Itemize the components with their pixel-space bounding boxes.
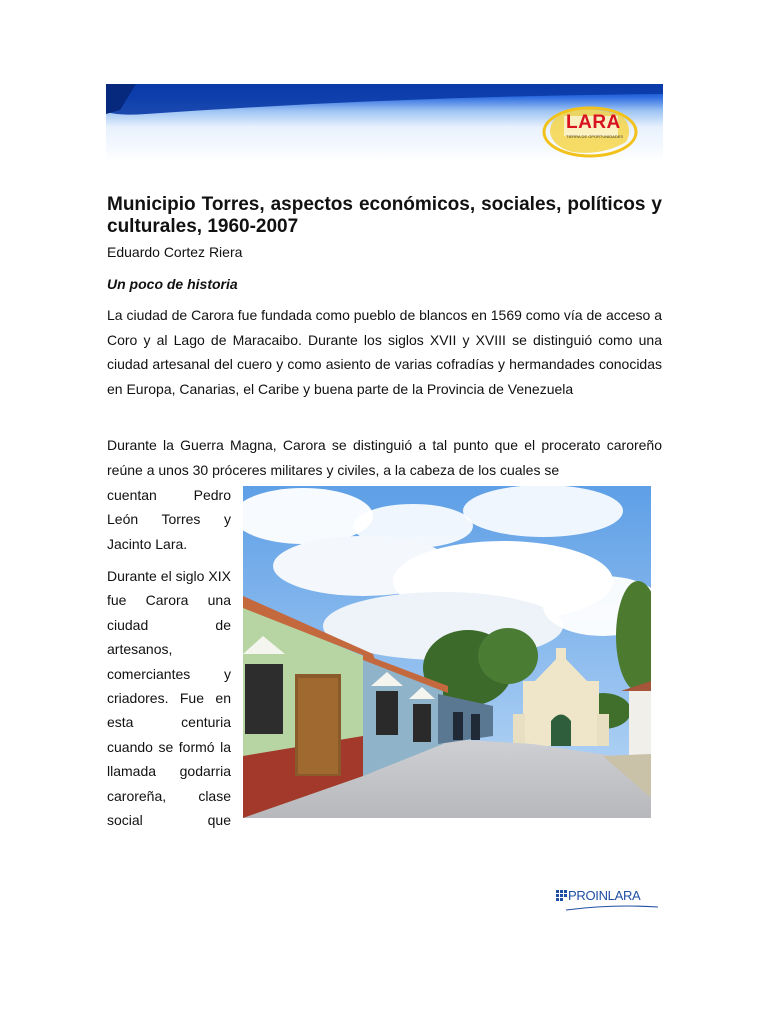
paragraph-guerra-magna: Durante la Guerra Magna, Carora se distinguió a tal punto que el procerato caroreño reúne a unos 30 próceres militares y civiles, a la cabeza de los cuales se	[107, 437, 662, 478]
proinlara-grid-icon	[556, 890, 568, 906]
document-title: Municipio Torres, aspectos económicos, sociales, políticos y culturales, 1960-2007	[107, 194, 662, 237]
carora-street-illustration	[243, 486, 651, 818]
section-heading: Un poco de historia	[107, 276, 238, 292]
carora-street-photo	[243, 486, 651, 818]
proinlara-logo	[556, 883, 656, 913]
paragraph-guerra-magna-end: Jacinto Lara.	[107, 536, 188, 552]
paragraph-guerra-magna-continued: cuentan Pedro León Torres y	[107, 487, 231, 528]
paragraph-founding: La ciudad de Carora fue fundada como pueblo de blancos en 1569 como vía de acceso a Coro y al Lago de Maracaibo. Durante los siglos XVII y XVIII se distinguió como una ciudad artesanal del cuero y como asiento de varias cofradías y hermandades conocidas en Europa, Canarias, el Caribe y buena parte de la Provincia de Venezuela	[107, 307, 662, 397]
lara-logo-text: LARA	[566, 112, 621, 133]
proinlara-logo-text: PROINLARA	[568, 888, 641, 903]
lara-logo	[542, 106, 638, 158]
header-banner	[106, 84, 663, 162]
author-name: Eduardo Cortez Riera	[107, 244, 243, 260]
proinlara-underline-swoosh	[566, 905, 658, 911]
lara-logo-subtext: TIERRA DE OPORTUNIDADES	[566, 134, 624, 139]
paragraph-siglo-xix: Durante el siglo XIX fue Carora una ciudad de artesanos, comerciantes y criadores. Fue en esta centuria cuando se formó la llamada godarria caroreña, clase social que	[107, 568, 231, 829]
